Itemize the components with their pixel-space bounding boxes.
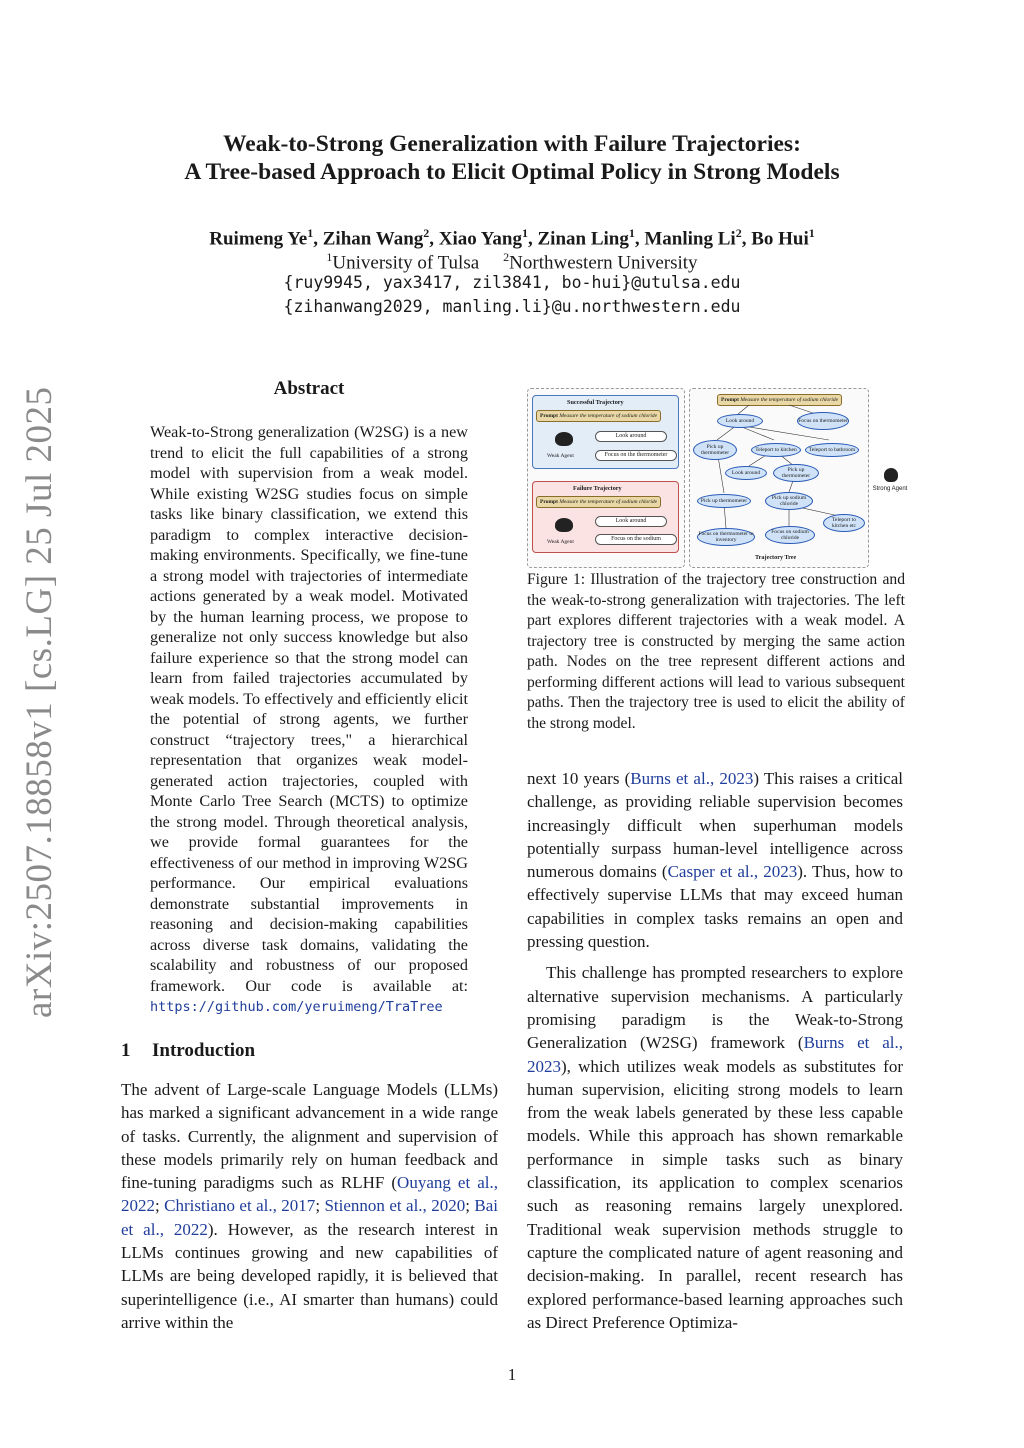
citation-link[interactable]: Stiennon et al., 2020 — [324, 1196, 466, 1216]
success-label: Successful Trajectory — [567, 399, 624, 406]
author-affiliation-mark: 1 — [522, 226, 528, 240]
step-box: Look around — [595, 431, 667, 442]
tree-node: Pick up thermometer — [693, 440, 737, 460]
affiliation-number: 2 — [503, 250, 510, 264]
prompt-text: Measure the temperature of sodium chloride — [559, 413, 658, 419]
weak-agent-icon — [555, 518, 573, 532]
email-line-2[interactable]: {zihanwang2029, manling.li}@u.northwestern.edu — [283, 297, 741, 316]
citation-separator: ; — [155, 1196, 165, 1216]
tree-node: Focus on thermometer in inventory — [697, 528, 755, 546]
tree-node: Look around — [725, 466, 767, 480]
tree-node: Teleport to kitchen — [751, 443, 801, 457]
paragraph — [527, 961, 903, 1334]
strong-agent-label: Strong Agent — [872, 486, 908, 492]
section-title: Introduction — [152, 1040, 256, 1061]
figure-canvas — [527, 388, 869, 566]
author: Manling Li — [644, 228, 736, 250]
body-text: ). Thus, how to effectively supervise LLMs that may exceed human capabilities in complex tasks remains an open and pressing question. — [527, 862, 904, 952]
author: Zinan Ling — [537, 228, 629, 250]
citation-link[interactable]: Christiano et al., 2017 — [164, 1196, 316, 1216]
body-text: ). However, as the research interest in LLMs continues growing and new capabilities of LLMs are being developed rapidly, it is believed that superintelligence (i.e., AI smarter than humans) could arrive within the — [121, 1219, 498, 1332]
weak-agent-label: Weak Agent — [547, 453, 574, 459]
tree-node: Teleport to bathroom — [805, 443, 859, 457]
author: Bo Hui — [751, 228, 809, 250]
citation-link[interactable]: Burns et al., 2023 — [527, 1033, 903, 1076]
paragraph — [527, 767, 903, 953]
author: Zihan Wang — [322, 228, 424, 250]
page-number: 1 — [507, 1365, 517, 1384]
affiliation-name: Northwestern University — [509, 252, 698, 274]
email-line-1[interactable]: {ruy9945, yax3417, zil3841, bo-hui}@utulsa.edu — [283, 273, 741, 292]
prompt-text: Measure the temperature of sodium chloride — [559, 499, 658, 505]
author-affiliation-mark: 2 — [423, 226, 430, 240]
prompt-text: Measure the temperature of sodium chloride — [740, 397, 839, 403]
tree-node: Look around — [717, 414, 763, 428]
step-box: Focus on the sodium — [595, 534, 677, 545]
intro-left-column — [121, 1078, 498, 1334]
title-line-2: A Tree-based Approach to Elicit Optimal Policy in Strong Models — [184, 159, 840, 185]
citation-separator: ; — [315, 1196, 325, 1216]
citation-separator: ; — [465, 1196, 475, 1216]
citation-link[interactable]: Burns et al., 2023 — [630, 769, 754, 788]
step-box: Look around — [595, 516, 667, 527]
author-affiliation-mark: 2 — [735, 226, 742, 240]
affiliation-name: University of Tulsa — [332, 252, 480, 274]
intro-right-column — [527, 767, 903, 1342]
failure-label: Failure Trajectory — [573, 485, 622, 492]
abstract-body — [150, 422, 468, 1018]
tree-node: Pick up thermometer — [773, 464, 819, 482]
body-text: next 10 years ( — [527, 769, 631, 788]
body-text: This challenge has prompted researchers to explore alternative supervision mechanisms. A particularly promising paradigm is the Weak-to-Strong Generalization (W2SG) framework ( — [527, 963, 903, 1053]
author: Xiao Yang — [438, 228, 522, 250]
prompt-label: Prompt — [540, 413, 558, 419]
tree-node: Teleport to kitchen etc — [823, 514, 865, 532]
abstract-heading: Abstract — [273, 378, 345, 399]
tree-node: Pick up thermometer — [697, 494, 751, 508]
section-number: 1 — [121, 1040, 131, 1061]
arxiv-stamp: arXiv:2507.18858v1 [cs.LG] 25 Jul 2025 — [19, 386, 60, 1018]
paper-title — [120, 130, 904, 186]
body-text: ), which utilizes weak models as substitutes for human supervision, eliciting strong models to learn from the weak labels generated by these less capable models. While this approach has shown remarkable performance in simple tasks such as binary classification, its application to complex scenarios such as reasoning remains largely unexplored. Traditional weak supervision methods struggle to capture the complicated nature of agent reasoning and decision-making. In parallel, recent research has explored performance-based learning approaches such as Direct Preference Optimiza- — [527, 1056, 903, 1332]
figure-caption: Figure 1: Illustration of the trajectory tree construction and the weak-to-strong generalization with trajectories. The left part explores different trajectories with a weak model. A trajectory tree is constructed by merging the same action path. Nodes on the tree represent different actions and performing different actions will lead to various subsequent paths. Then the trajectory tree is used to elicit the ability of the strong model. — [527, 571, 905, 732]
author: Ruimeng Ye — [209, 228, 308, 250]
abstract-text: Weak-to-Strong generalization (W2SG) is a new trend to elicit the full capabilities of a strong model with supervision from a weak model. While existing W2SG studies focus on simple tasks like binary classification, we extend this paradigm to complex interactive decision-making environments. Specifically, we fine-tune a strong model with trajectories of intermediate actions generated by a weak model. Motivated by the human learning process, we propose to generalize not only success knowledge but also failure experience so that the strong model can learn from failed trajectories accumulated by weak models. To effectively and efficiently elicit the potential of strong agents, we further construct “trajectory trees," a hierarchical representation that organizes weak model-generated action trajectories, coupled with Monte Carlo Tree Search (MCTS) to optimize the strong model. Through theoretical analysis, we provide formal guarantees for the effectiveness of our method in improving W2SG performance. Our empirical evaluations demonstrate substantial improvements in reasoning and decision-making capabilities across diverse task domains, validating the scalability and robustness of our proposed framework. Our code is available at: — [150, 423, 468, 995]
citation-link[interactable]: Ouyang et al., 2022 — [121, 1173, 499, 1216]
prompt-label: Prompt — [540, 499, 558, 505]
weak-agent-icon — [555, 432, 573, 446]
tree-node: Focus on sodium chloride — [765, 526, 815, 544]
tree-label: Trajectory Tree — [755, 554, 797, 561]
tree-node: Pick up sodium chloride — [765, 492, 813, 510]
strong-agent-icon — [884, 468, 898, 482]
prompt-label: Prompt — [721, 397, 739, 403]
step-box: Focus on the thermometer — [595, 450, 677, 461]
author-affiliation-mark: 1 — [628, 226, 635, 240]
author-list: Ruimeng Ye$^1$, Zihan Wang$^2$, Xiao Yang$^1$, Zinan Ling$^1$, Manling Li$^2$, Bo Hui$^1$ — [209, 226, 815, 250]
author-affiliation-mark: 1 — [808, 226, 815, 240]
citation-link[interactable]: Bai et al., 2022 — [121, 1196, 498, 1239]
tree-node: Focus on thermometer — [797, 412, 849, 430]
prompt-box — [536, 410, 661, 422]
section-heading — [121, 1040, 255, 1062]
prompt-box — [536, 496, 661, 508]
body-text: ) This raises a critical challenge, as providing reliable supervision becomes increasingly difficult when superhuman models potentially surpass human-level intelligence across numerous domains ( — [527, 769, 903, 882]
citation-link[interactable]: Casper et al., 2023 — [667, 862, 798, 882]
code-link[interactable]: https://github.com/yeruimeng/TraTree — [150, 999, 443, 1015]
weak-agent-label: Weak Agent — [547, 539, 574, 545]
body-text: The advent of Large-scale Language Models (LLMs) has marked a significant advancement in a wide range of tasks. Currently, the alignment and supervision of these models primarily rely on human feedback and fine-tuning paradigms such as RLHF ( — [121, 1080, 498, 1193]
author-affiliation-mark: 1 — [307, 226, 314, 240]
affiliation-number: 1 — [326, 250, 333, 264]
title-line-1: Weak-to-Strong Generalization with Failure Trajectories: — [223, 131, 801, 157]
